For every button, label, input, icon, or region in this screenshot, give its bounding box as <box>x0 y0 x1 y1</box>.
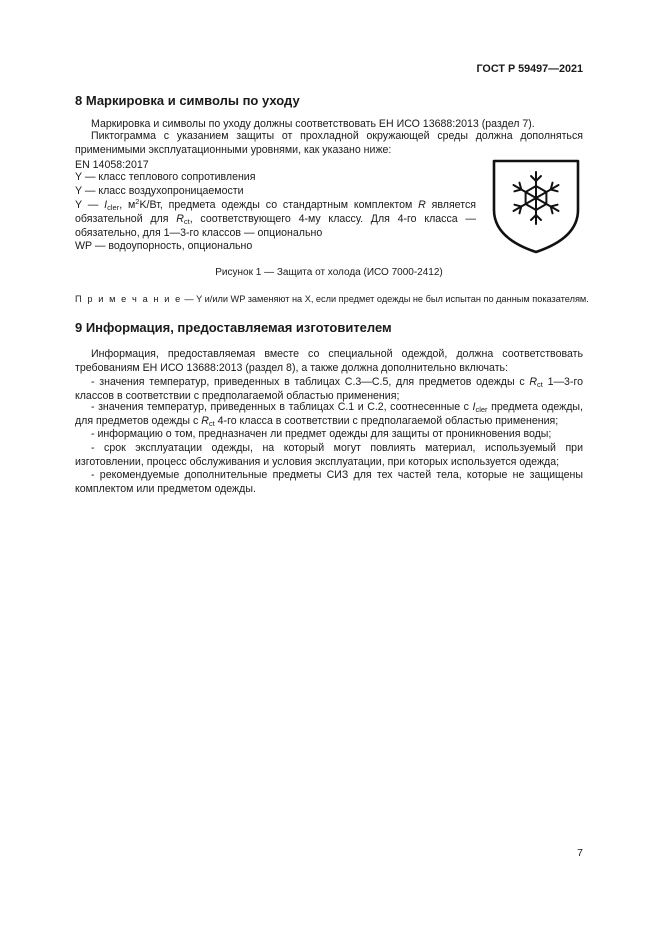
standard-reference: EN 14058:2017 <box>75 159 149 171</box>
standard-number: ГОСТ Р 59497—2021 <box>476 63 583 75</box>
section-9-intro: Информация, предоставляемая вместе со специальной одеждой, должна соответствовать требованиям ЕН ИСО 13688:2013 (раздел 8), а также должна дополнительно включать: <box>75 348 583 374</box>
water-resistance-line: WP — водоупорность, опционально <box>75 240 253 252</box>
page-number: 7 <box>577 847 583 859</box>
section-8-paragraph-2: Пиктограмма с указанием защиты от прохладной окружающей среды должна дополняться применимыми эксплуатационными уровнями, как указано ниже: <box>75 130 583 156</box>
note-text: — Y и/или WP заменяют на X, если предмет одежды не был испытан по данным показателям. <box>181 294 589 304</box>
thermal-resistance-line: Y — класс теплового сопротивления <box>75 171 256 183</box>
section-9-heading: 9 Информация, предоставляемая изготовителем <box>75 320 392 335</box>
air-permeability-line: Y — класс воздухопроницаемости <box>75 185 244 197</box>
list-item: - рекомендуемые дополнительные предметы СИЗ для тех частей тела, которые не защищены комплектом или предметом одежды. <box>75 469 583 495</box>
note-label: П р и м е ч а н и е <box>75 294 182 304</box>
list-item: - значения температур, приведенных в таблицах С.1 и С.2, соотнесенные с $I_{cler}$ предмета одежды, для предметов одежды с $R_{ct}$ 4-го класса в соответствии с предполагаемой областью применения; <box>75 401 583 428</box>
section-8-heading: 8 Маркировка и символы по уходу <box>75 93 300 108</box>
list-item: - срок эксплуатации одежды, на который могут повлиять материал, используемый при изготовлении, процесс обслуживания и условия эксплуатации, при которых используется одежда; <box>75 442 583 468</box>
figure-caption: Рисунок 1 — Защита от холода (ИСО 7000-2412) <box>215 267 443 278</box>
list-item: - информацию о том, предназначен ли предмет одежды для защиты от проникновения воды; <box>91 428 552 440</box>
note <box>75 292 589 306</box>
list-item: - значения температур, приведенных в таблицах С.3—С.5, для предметов одежды с $R_{ct}$ 1—3-го классов в соответствии с предполагаемой областью применения; <box>75 376 583 402</box>
section-8-paragraph-1: Маркировка и символы по уходу должны соответствовать ЕН ИСО 13688:2013 (раздел 7). <box>91 118 535 130</box>
snowflake-shield-icon <box>488 158 584 254</box>
insulation-line: Y — $I_{cler}$, $м^2K/Вт$, предмета одежды со стандартным комплектом R является обязательной для $R_{ct}$, соответствующего 4-му классу. Для 4-го класса — обязательно, для 1—3-го классов — опционально <box>75 197 476 239</box>
